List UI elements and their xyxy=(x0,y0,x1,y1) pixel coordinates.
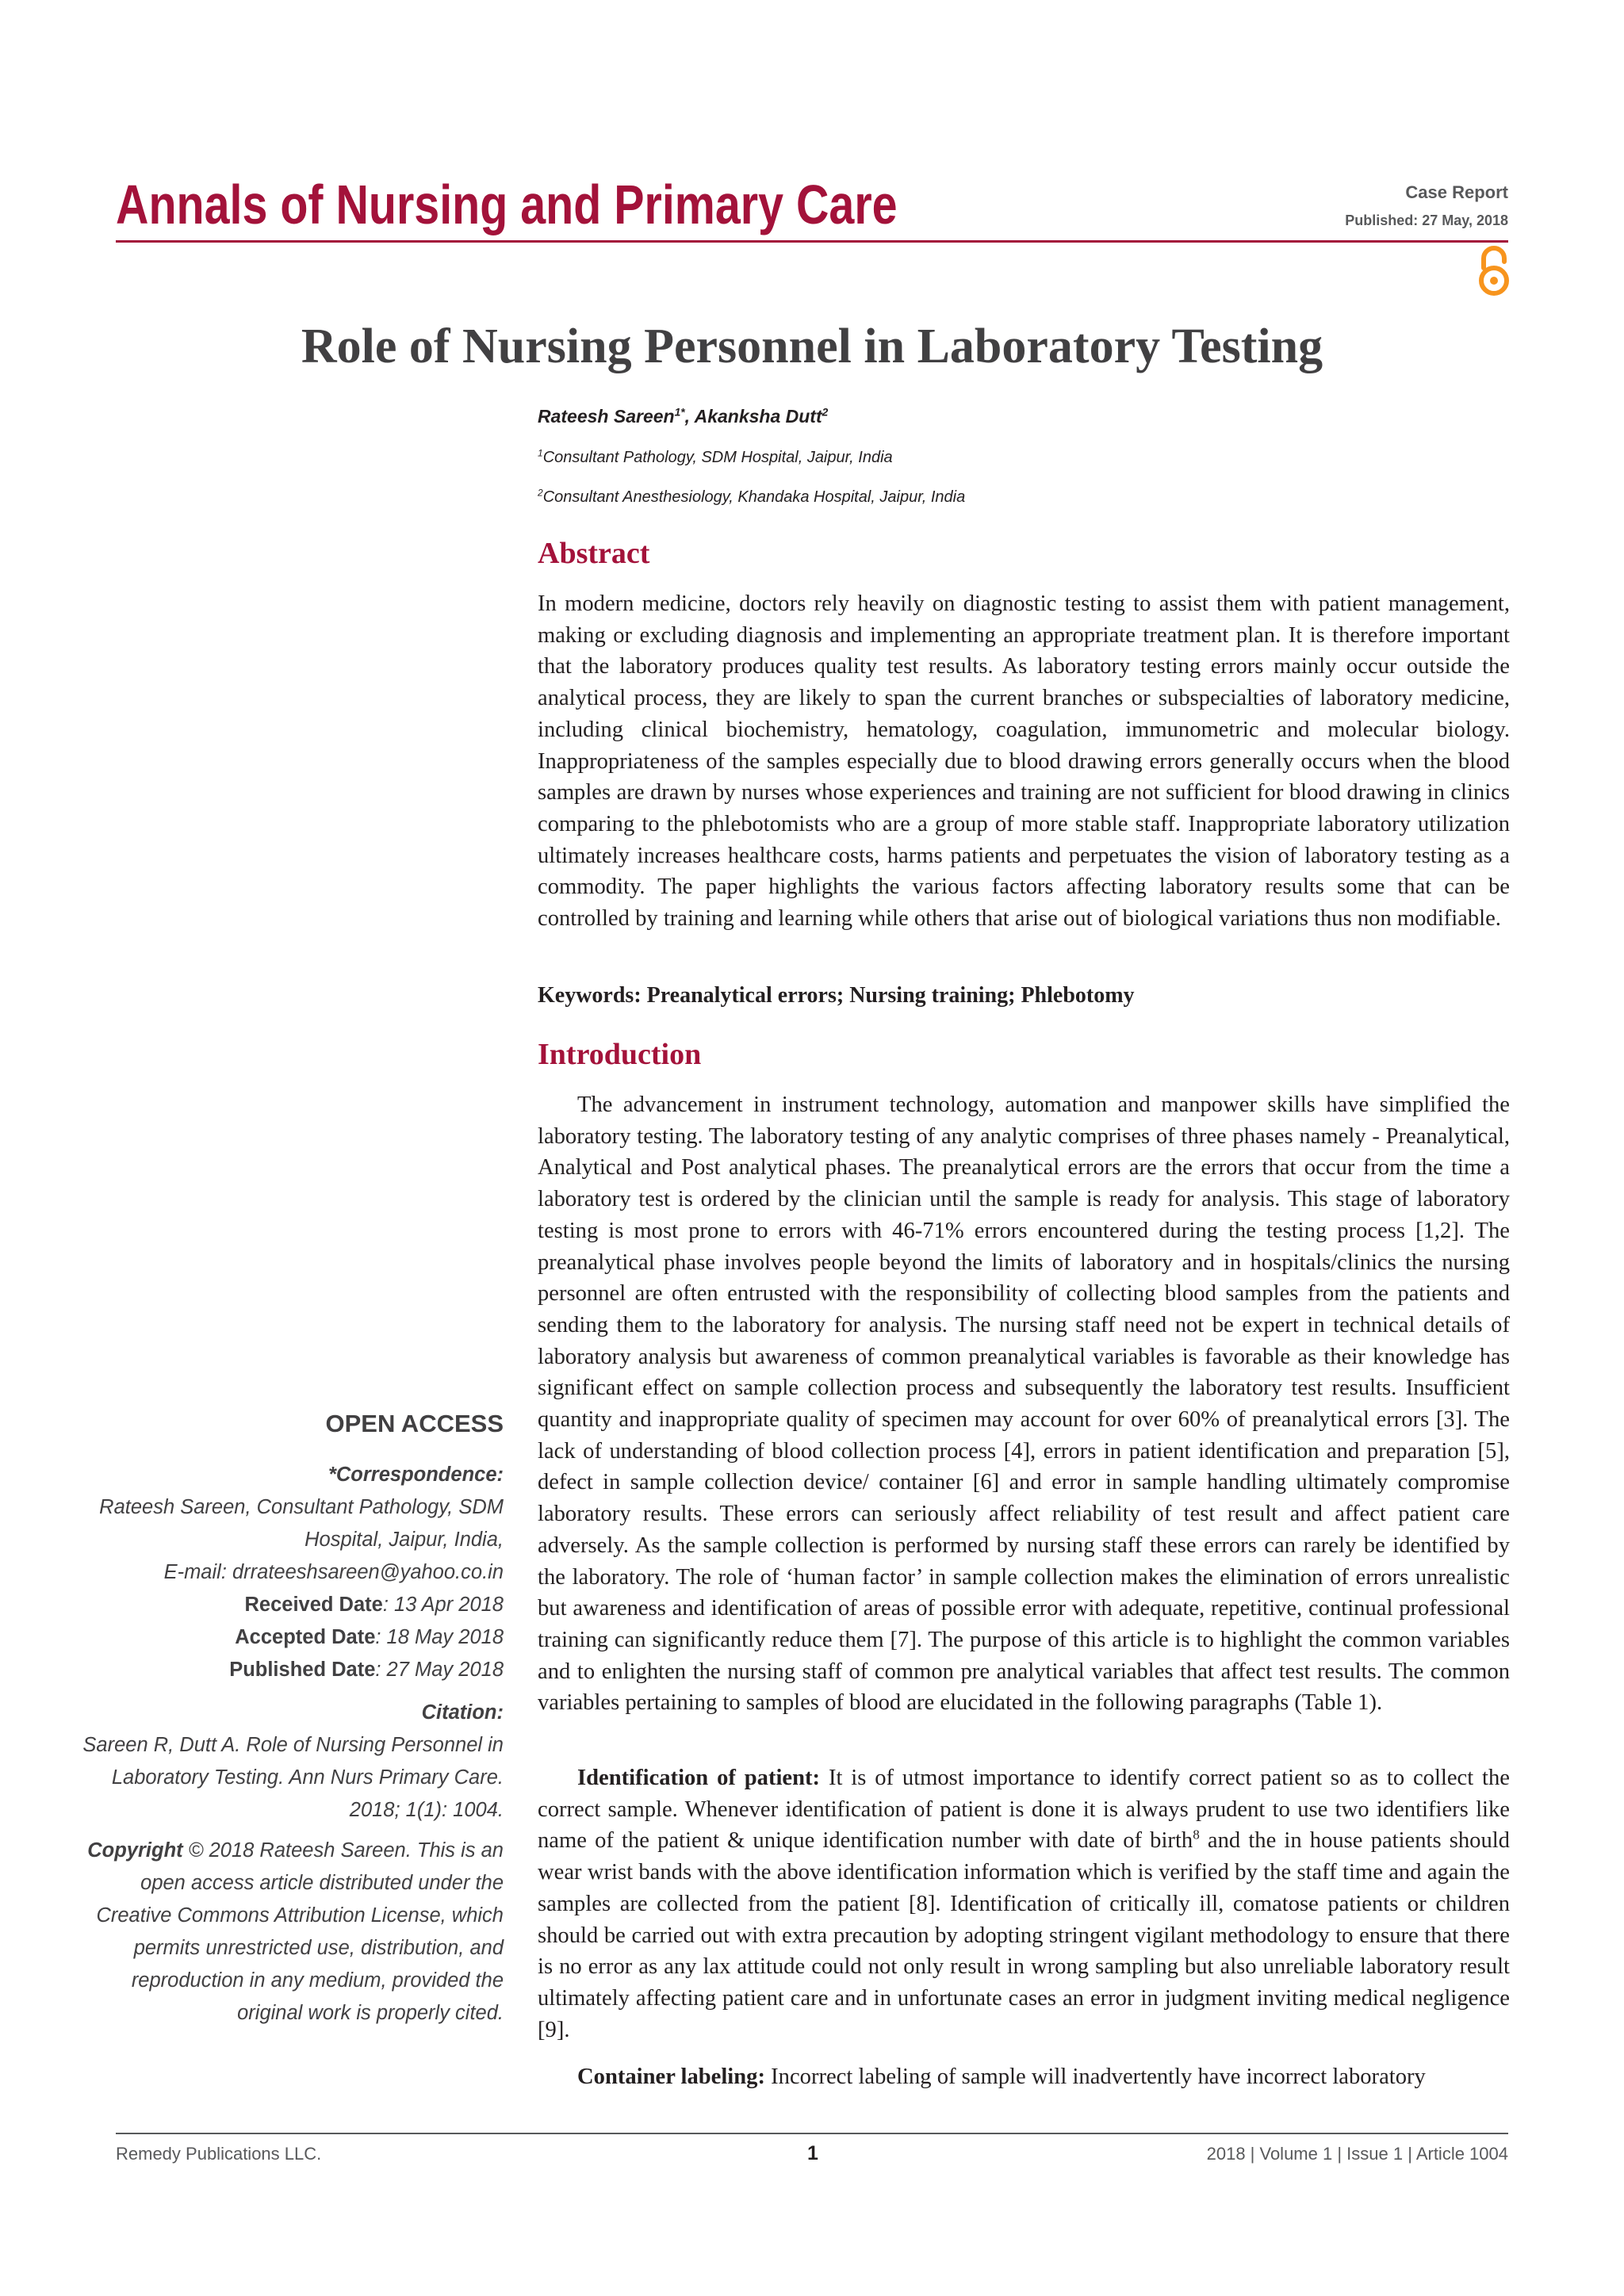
keywords: Keywords: Preanalytical errors; Nursing training; Phlebotomy xyxy=(538,983,1135,1008)
paragraph-text: Incorrect labeling of sample will inadvertently have incorrect laboratory xyxy=(764,2064,1426,2089)
affiliation-1 xyxy=(538,449,893,467)
published-date xyxy=(75,1654,504,1686)
paragraph-lead-label: Identification of patient: xyxy=(577,1766,821,1790)
introduction-heading: Introduction xyxy=(538,1038,702,1071)
paragraph-lead-label: Container labeling: xyxy=(577,2064,765,2089)
affiliation-mark: 1 xyxy=(538,447,543,459)
correspondence-label: *Correspondence: xyxy=(327,1464,504,1486)
page-number: 1 xyxy=(807,2142,818,2164)
article-type-label: Case Report xyxy=(1405,182,1508,202)
author-name: Rateesh Sareen xyxy=(538,406,675,427)
journal-title: Annals of Nursing and Primary Care xyxy=(116,174,898,235)
intro-paragraph-1: The advancement in instrument technology, automation and manpower skills have simplified the laboratory testing. The laboratory testing of any analytic comprises of three phases namely - Preanalytical, Analytical and Post analytical phases. The preanalytical errors are the errors that occur from the time a laboratory test is ordered by the clinician until the sample is ready for analysis. This stage of laboratory testing is most prone to errors with 46-71% errors encountered during the testing process [1,2]. The preanalytical phase involves people beyond the limits of laboratory and in hospitals/clinics the nursing personnel are often entrusted with the responsibility of collecting blood samples from the patients and sending them to the laboratory for analysis. The nursing staff need not be expert in technical details of laboratory analysis but awareness of common preanalytical variables is favorable as their knowledge has significant effect on sample collection process and subsequently the laboratory test results. Insufficient quantity and inappropriate quality of specimen may account for over 60% of preanalytical errors [3]. The lack of understanding of blood collection process [4], errors in patient identification and preparation [5], defect in sample collection device/ container [6] and error in sample handling ultimately compromise laboratory results. These errors can seriously affect reliability of test result and affect patient care adversely. As the sample collection is performed by nursing staff these errors can rarely be identified by the laboratory. The role of ‘human factor’ in sample collection makes the elimination of errors unrealistic but awareness and identification of areas of possible error with adequate, repetitive, continual professional training can significantly reduce them [7]. The purpose of this article is to highlight the common variables and to enlighten the nursing staff of common pre analytical variables that affect test results. The common variables pertaining to samples of blood are elucidated in the following paragraphs (Table 1). xyxy=(538,1093,1510,1716)
affiliation-2 xyxy=(538,488,965,507)
copyright-label: Copyright xyxy=(87,1839,183,1862)
copyright-block xyxy=(75,1835,504,2030)
header-divider xyxy=(116,240,1508,243)
correspondence-block xyxy=(75,1459,504,1686)
citation-text: Sareen R, Dutt A. Role of Nursing Personnel in Laboratory Testing. Ann Nurs Primary Care. 2018; 1(1): 1004. xyxy=(82,1734,504,1821)
author-separator: , xyxy=(684,406,695,427)
author-list xyxy=(538,406,828,427)
citation-label: Citation: xyxy=(421,1701,504,1724)
paragraph-text: and the in house patients should wear wrist bands with the above identification information which is verified by the staff time and again the samples are collected from the patient [8]. Identification of critically ill, comatose patients or children should be carried out with extra precaution by adopting stringent vigilant methodology to ensure that there is no error as any lax attitude could not only result in wrong sampling but also unreliable laboratory result ultimately affecting patient care and in unfortunate cases an error in judgment inviting medical negligence [9]. xyxy=(538,1828,1510,2042)
intro-paragraph-container-labeling xyxy=(538,2061,1510,2093)
accepted-date xyxy=(75,1621,504,1654)
correspondence-email: E-mail: drrateeshsareen@yahoo.co.in xyxy=(163,1561,504,1583)
received-date-label: Received Date xyxy=(244,1594,383,1616)
author-affiliation-mark: 2 xyxy=(822,406,829,419)
author-name: Akanksha Dutt xyxy=(694,406,822,427)
issue-info: 2018 | Volume 1 | Issue 1 | Article 1004 xyxy=(1206,2144,1508,2164)
open-access-label: OPEN ACCESS xyxy=(325,1410,504,1437)
received-date-value: : 13 Apr 2018 xyxy=(382,1594,504,1616)
abstract-heading: Abstract xyxy=(538,537,650,570)
intro-paragraph-identification xyxy=(538,1762,1510,2045)
correspondence-text: Rateesh Sareen, Consultant Pathology, SDM Hospital, Jaipur, India, xyxy=(99,1496,504,1551)
copyright-text: © 2018 Rateesh Sareen. This is an open access article distributed under the Creative Commons Attribution License, which permits unrestricted use, distribution, and reproduction in any medium, provided the original work is properly cited. xyxy=(96,1839,504,2024)
affiliation-text: Consultant Anesthesiology, Khandaka Hospital, Jaipur, India xyxy=(542,488,966,506)
received-date xyxy=(75,1589,504,1621)
abstract-text: In modern medicine, doctors rely heavily on diagnostic testing to assist them with patient management, making or excluding diagnosis and implementing an appropriate treatment plan. It is therefore important that the laboratory produces quality test results. As laboratory testing errors mainly occur outside the analytical process, they are likely to span the current branches or subspecialties of laboratory medicine, including clinical biochemistry, hematology, coagulation, immunometric and molecular biology. Inappropriateness of the samples especially due to blood drawing errors generally occurs when the blood samples are drawn by nurses whose experiences and training are not sufficient for blood drawing in clinics comparing to the phlebotomists who are a group of more stable staff. Inappropriate laboratory utilization ultimately increases healthcare costs, harms patients and perpetuates the vision of laboratory testing as a commodity. The paper highlights the various factors affecting laboratory results some that can be controlled by training and learning while others that arise out of biological variations thus non modifiable. xyxy=(538,591,1510,932)
reference-superscript: 8 xyxy=(1193,1827,1200,1843)
affiliation-text: Consultant Pathology, SDM Hospital, Jaipur, India xyxy=(542,449,893,466)
article-title: Role of Nursing Personnel in Laboratory Testing xyxy=(301,320,1323,373)
author-affiliation-mark: 1* xyxy=(674,406,685,419)
open-access-lock-icon xyxy=(1477,246,1511,297)
accepted-date-label: Accepted Date xyxy=(235,1626,376,1648)
affiliation-mark: 2 xyxy=(538,487,543,499)
published-date-label: Published Date xyxy=(229,1659,376,1681)
publisher-name: Remedy Publications LLC. xyxy=(116,2144,322,2164)
published-date-value: : 27 May 2018 xyxy=(375,1659,504,1681)
footer-divider xyxy=(116,2133,1508,2134)
published-date-header: Published: 27 May, 2018 xyxy=(1345,212,1508,228)
paragraph-text: It is of utmost importance to identify correct patient so as to collect the correct sample. Whenever identification of patient is done it is always prudent to use two identifiers like name of the patient & unique identification number with date of birth xyxy=(538,1766,1510,1854)
accepted-date-value: : 18 May 2018 xyxy=(375,1626,504,1648)
citation-block xyxy=(75,1697,504,1827)
